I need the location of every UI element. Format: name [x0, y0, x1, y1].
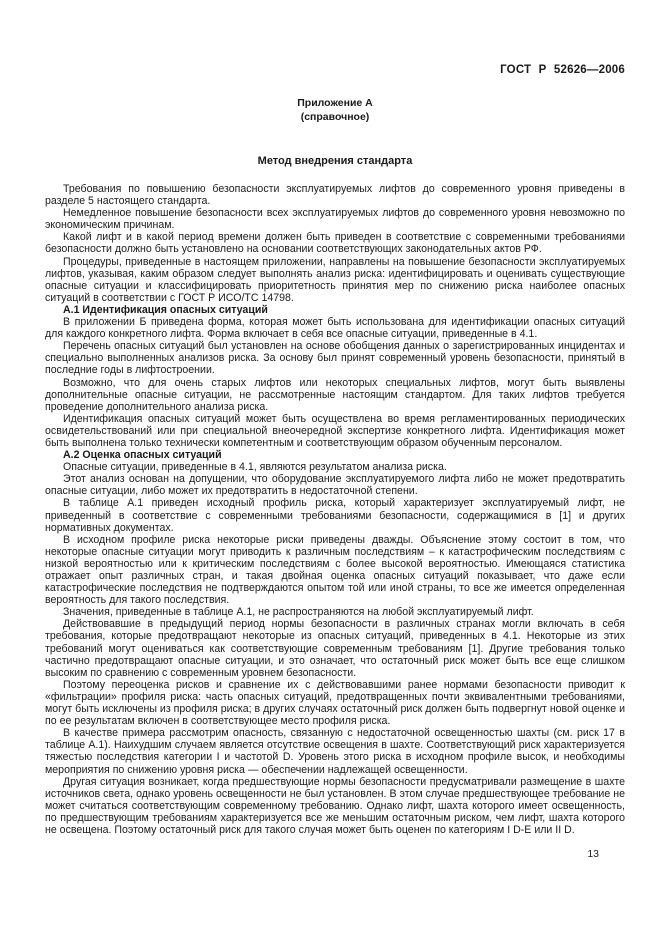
paragraph: Действовавшие в предыдущий период нормы безопасности в различных странах могли включать в себя требования, которые предотвращают некоторые из опасных ситуаций, приведенных в 4.1. Некоторые из этих требований могут оцениваться как соответствующие современным требованиям [1]. Другие требования только частично предотвращают опасные ситуации, и это означает, что остаточный риск может быть все еще слишком высоким по сравнению с современным уровнем безопасности. [45, 618, 625, 679]
appendix-subtitle: (справочное) [300, 110, 370, 123]
paragraph: Этот анализ основан на допущении, что оборудование эксплуатируемого лифта либо не может предотвратить опасные ситуации, либо может их предотвратить в недостаточной степени. [45, 473, 625, 498]
paragraph: Процедуры, приведенные в настоящем приложении, направлены на повышение безопасности эксплуатируемых лифтов, указывая, каким образом следует выполнять анализ риска: идентифицировать и оценивать существующие опасные ситуации и классифицировать приоритетность принятия мер по снижению риска наиболее опасных ситуаций в соответствии с ГОСТ Р ИСО/ТС 14798. [45, 255, 625, 304]
page-number: 13 [587, 848, 599, 860]
standard-number-header: ГОСТ Р 52626—2006 [500, 64, 625, 76]
paragraph: Возможно, что для очень старых лифтов или некоторых специальных лифтов, могут быть выявлены дополнительные опасные ситуации, не рассмотренные настоящим стандартом. Для таких лифтов требуется проведение дополнительного анализа риска. [45, 376, 625, 413]
paragraph: В таблице А.1 приведен исходный профиль риска, который характеризует эксплуатируемый лифт, не приведенный в соответствие с современными требованиями безопасности, содержащимися в [1] и других нормативных документах. [45, 497, 625, 534]
paragraph: В качестве примера рассмотрим опасность, связанную с недостаточной освещенностью шахты (см. риск 17 в таблице А.1). Наихудшим случаем является отсутствие освещения в шахте. Соответствующий риск характеризуется тяжестью последствия категории I и частотой D. Уровень этого риска в исходном профиле высок, и необходимы мероприятия по снижению уровня риска — обеспечении надлежащей освещенности. [45, 727, 625, 776]
document-body [45, 183, 625, 836]
paragraph: Идентификация опасных ситуаций может быть осуществлена во время регламентированных периодических освидетельствований или при специальной внеочередной экспертизе конкретного лифта. Идентификация может быть выполнена только технически компетентным и соответствующим образом обученным персоналом. [45, 412, 625, 449]
paragraph: В приложении Б приведена форма, которая может быть использована для идентификации опасных ситуаций для каждого конкретного лифта. Форма включает в себя все опасные ситуации, приведенные в 4.1. [45, 316, 625, 341]
paragraph: Поэтому переоценка рисков и сравнение их с действовавшими ранее нормами безопасности приводит к «фильтрации» профиля риска: часть опасных ситуаций, предотвращенных почти эквивалентными требованиями, могут быть исключены из профиля риска; в других случаях остаточный риск должен быть подвергнут новой оценке и по ее результатам включен в соответствующее место профиля риска. [45, 678, 625, 728]
paragraph: Перечень опасных ситуаций был установлен на основе обобщения данных о зарегистрированных инцидентах и специально выполненных анализов риска. За основу был принят современный уровень безопасности, принятый в последние годы в лифтостроении. [45, 340, 625, 377]
subsection-heading-a1: А.1 Идентификация опасных ситуаций [63, 303, 268, 316]
appendix-heading [45, 97, 625, 124]
appendix-title: Приложение А [297, 97, 373, 109]
subsection-heading-a2: А.2 Оценка опасных ситуаций [63, 449, 222, 462]
paragraph: Какой лифт и в какой период времени должен быть приведен в соответствие с современными требованиями безопасности должно быть установлено на основании соответствующих законодательных актов РФ. [45, 231, 625, 256]
paragraph: Требования по повышению безопасности эксплуатируемых лифтов до современного уровня приведены в разделе 5 настоящего стандарта. [45, 183, 625, 208]
paragraph: Немедленное повышение безопасности всех эксплуатируемых лифтов до современного уровня невозможно по экономическим причинам. [45, 207, 625, 232]
paragraph: Другая ситуация возникает, когда предшествующие нормы безопасности предусматривали размещение в шахте источников света, однако уровень освещенности не был установлен. В этом случае предшествующее требование не может считаться соответствующим современному требованию. Однако лифт, шахта которого имеет освещенность, по предшествующим требованиям характеризуется все же меньшим остаточным риском, чем лифт, шахта которого не освещена. Поэтому остаточный риск для такого случая может быть оценен по категориям I D-E или II D. [45, 775, 625, 836]
paragraph: Опасные ситуации, приведенные в 4.1, являются результатом анализа риска. [63, 461, 447, 474]
section-title: Метод внедрения стандарта [257, 155, 413, 167]
paragraph: В исходном профиле риска некоторые риски приведены дважды. Объяснение этому состоит в том, что некоторые опасные ситуации могут приводить к различным последствиям – к катастрофическим последствиям с низкой вероятностью или к критическим последствиям с более высокой вероятностью. Имеющаяся статистика отражает опыт различных стран, и такая двойная оценка опасных ситуаций показывает, что даже если катастрофические последствия не подтверждаются опытом той или иной страны, то все же имеется определенная вероятность для такого последствия. [45, 533, 625, 607]
paragraph: Значения, приведенные в таблице А.1, не распространяются на любой эксплуатируемый лифт. [63, 606, 534, 619]
